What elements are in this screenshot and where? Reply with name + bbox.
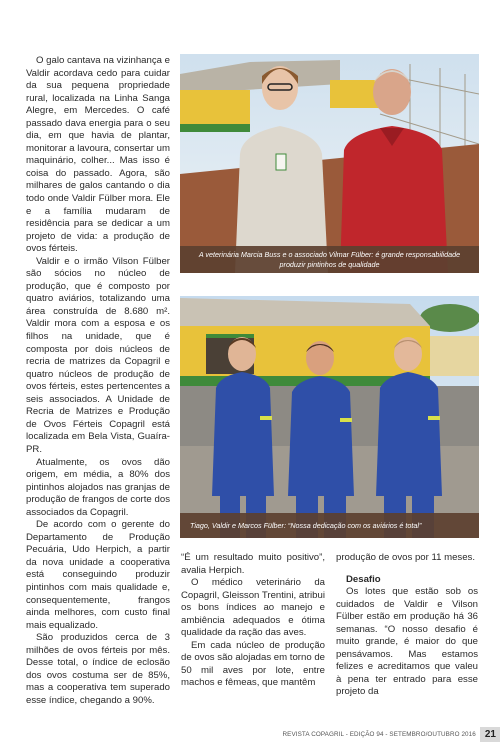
paragraph: “É um resultado muito positivo”, avalia Herpich. [181,552,325,576]
page-number: 21 [480,727,500,742]
text-column-3 [336,552,478,699]
photo-caption: A veterinária Marcia Buss e o associado Vilmar Fülber: é grande responsabilidade produzir pintinhos de qualidade [180,246,479,273]
paragraph: Valdir e o irmão Vilson Fülber são sócios no núcleo de produção, que é composto por quatro aviários, totalizando uma área construída de 8.680 m². Valdir mora com a esposa e os filhos na unidade, que é composta por dois núcleos de recria de matrizes da Copagril e quatro núcleos de produção de ovos férteis, estes pertencentes a seis associados. A Unidade de Recria de Matrizes e Produção de Ovos Férteis Copagril está localizada em Bela Vista, Guaíra-PR. [26,255,170,455]
paragraph: Em cada núcleo de produção de ovos são alojadas em torno de 50 mil aves por lote, entre machos e fêmeas, que mantêm [181,639,325,689]
magazine-edition-label: REVISTA COPAGRIL - EDIÇÃO 94 - SETEMBRO/OUTUBRO 2016 [282,730,476,738]
photo-illustration [180,54,479,273]
paragraph: O galo cantava na vizinhança e Valdir acordava cedo para cuidar da sua pequena propriedade rural, localizada na Linha Sanga Alegre, em Mercedes. O café passado dava energia para o seu dia, em que havia de plantar, monitorar a lavoura, consertar um maquinário, colher... Mas isso é coisa do passado. Agora, são milhares de galos cantando o dia todo onde Valdir Fülber mora. Ele e a família mudaram de residência para se dedicar a um projeto de vida: a produção de ovos férteis. [26,55,170,255]
page-footer [283,726,500,742]
photo-caption: Tiago, Valdir e Marcos Fülber: “Nossa dedicação com os aviários é total” [180,513,479,538]
paragraph: produção de ovos por 11 meses. [336,552,476,563]
photo-illustration [180,296,479,538]
paragraph: O médico veterinário da Copagril, Gleisson Trentini, atribui os bons índices ao manejo e ambiência adequados e ótima qualidade da ração das aves. [181,577,325,639]
photo-veterinarian-and-associate [180,54,479,273]
paragraph: Atualmente, os ovos dão origem, em média, a 80% dos pintinhos alojados nas granjas de produção de frangos de corte dos associados da Copagril. [26,456,170,518]
text-column-2 [181,552,325,690]
paragraph: De acordo com o gerente do Departamento de Produção Pecuária, Udo Herpich, a partir da nova unidade a cooperativa está conseguindo produzir pintinhos com mais qualidade e, consequentemente, frangos ainda melhores, com custo final mais equalizado. [26,519,170,631]
text-column-1 [26,55,170,707]
photo-fulber-family [180,296,479,538]
paragraph: São produzidos cerca de 3 milhões de ovos férteis por mês. Desse total, o índice de eclosão dos ovos costuma ser de 85%, mas a cooperativa tem superado esse índice, chegando a 90%. [26,632,170,706]
paragraph: Os lotes que estão sob os cuidados de Valdir e Vilson Fülber estão em produção há 36 semanas. “O nosso desafio é muito grande, é maior do que pensávamos. Mas estamos felizes e acreditamos que valeu à pena ter entrado para esse projeto da [336,586,478,698]
section-heading: Desafio [346,573,381,585]
